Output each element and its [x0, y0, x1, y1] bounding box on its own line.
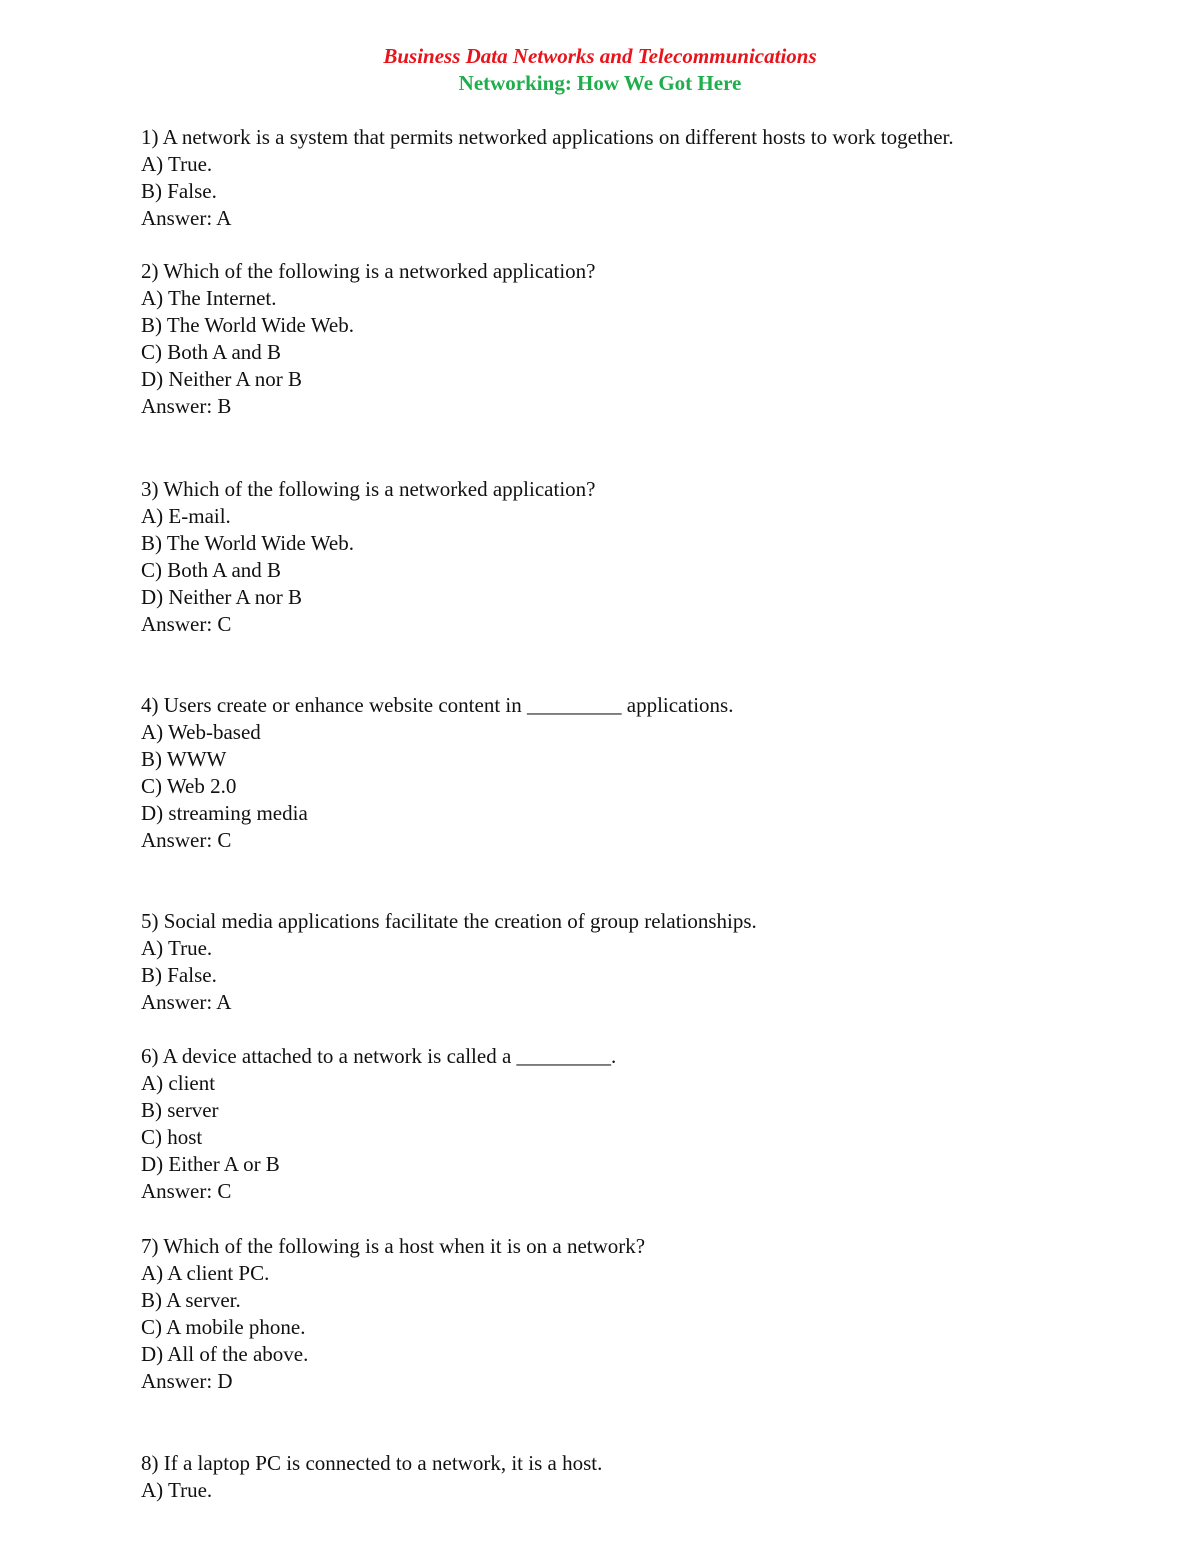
document-subtitle: Networking: How We Got Here	[458, 71, 742, 95]
answer-option: C) A mobile phone.	[141, 1315, 306, 1339]
answer-option: D) streaming media	[141, 801, 308, 825]
question-3	[141, 476, 1141, 638]
question-prompt: 1) A network is a system that permits networked applications on different hosts to work together.	[141, 125, 954, 149]
answer-option: B) WWW	[141, 747, 227, 771]
answer-option: A) True.	[141, 152, 213, 176]
answer-option: A) client	[141, 1071, 216, 1095]
answer-option: B) A server.	[141, 1288, 241, 1312]
answer-option: B) The World Wide Web.	[141, 531, 354, 555]
answer-option: A) The Internet.	[141, 286, 277, 310]
question-prompt: 6) A device attached to a network is called a _________.	[141, 1044, 617, 1068]
answer-key: Answer: C	[141, 1179, 232, 1203]
question-6	[141, 1043, 1141, 1205]
answer-option: B) False.	[141, 179, 217, 203]
answer-option: D) Either A or B	[141, 1152, 280, 1176]
question-2	[141, 258, 1141, 420]
answer-option: C) Both A and B	[141, 558, 282, 582]
answer-key: Answer: A	[141, 990, 232, 1014]
answer-option: C) Web 2.0	[141, 774, 237, 798]
answer-option: A) Web-based	[141, 720, 261, 744]
question-8	[141, 1450, 1141, 1504]
answer-option: B) False.	[141, 963, 217, 987]
question-4	[141, 692, 1141, 854]
question-prompt: 3) Which of the following is a networked application?	[141, 477, 596, 501]
answer-option: D) All of the above.	[141, 1342, 309, 1366]
question-prompt: 7) Which of the following is a host when it is on a network?	[141, 1234, 646, 1258]
document-title: Business Data Networks and Telecommunications	[383, 44, 817, 68]
question-prompt: 4) Users create or enhance website content in _________ applications.	[141, 693, 734, 717]
question-7	[141, 1233, 1141, 1395]
answer-option: A) E-mail.	[141, 504, 231, 528]
question-prompt: 5) Social media applications facilitate the creation of group relationships.	[141, 909, 757, 933]
answer-option: D) Neither A nor B	[141, 367, 302, 391]
question-prompt: 2) Which of the following is a networked application?	[141, 259, 596, 283]
question-prompt: 8) If a laptop PC is connected to a network, it is a host.	[141, 1451, 603, 1475]
answer-option: A) True.	[141, 936, 213, 960]
answer-key: Answer: C	[141, 612, 232, 636]
answer-option: C) host	[141, 1125, 203, 1149]
answer-option: B) The World Wide Web.	[141, 313, 354, 337]
answer-option: C) Both A and B	[141, 340, 282, 364]
answer-option: D) Neither A nor B	[141, 585, 302, 609]
answer-option: A) True.	[141, 1478, 213, 1502]
question-5	[141, 908, 1141, 1016]
answer-key: Answer: B	[141, 394, 232, 418]
answer-option: B) server	[141, 1098, 219, 1122]
question-1	[141, 124, 1141, 232]
answer-key: Answer: D	[141, 1369, 233, 1393]
answer-option: A) A client PC.	[141, 1261, 270, 1285]
answer-key: Answer: A	[141, 206, 232, 230]
answer-key: Answer: C	[141, 828, 232, 852]
